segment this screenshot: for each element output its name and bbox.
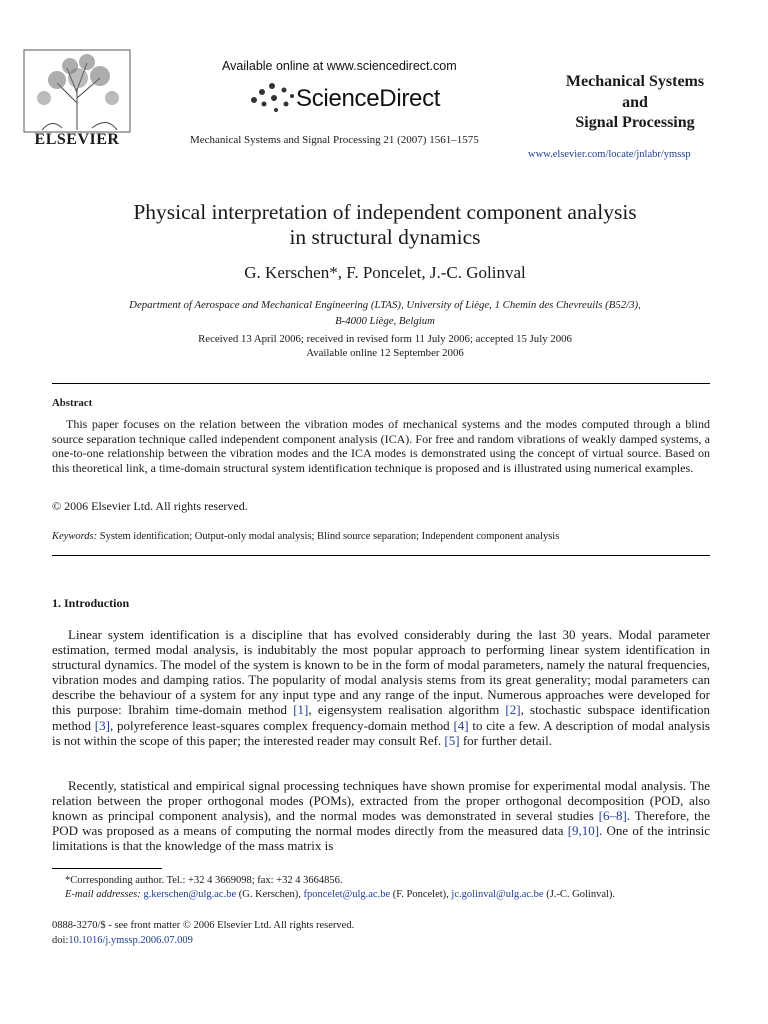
article-authors: G. Kerschen*, F. Poncelet, J.-C. Golinval <box>244 263 526 282</box>
citation-link[interactable]: [2] <box>505 702 521 718</box>
title-line: Physical interpretation of independent component analysis <box>133 200 637 224</box>
doi-label: doi: <box>52 935 69 946</box>
footnote-rule <box>52 868 162 869</box>
abstract-body: This paper focuses on the relation between the vibration modes of mechanical systems and the modes computed through a blind source separation technique called independent component analysis (ICA). For free and random vibrations of weakly damped systems, a one-to-one relationship between the vibration modes and the ICA modes is demonstrated using the concept of virtual source. Based on this theoretical link, a time-domain structural system identification technique is proposed and is illustrated using numerical examples. <box>52 417 710 475</box>
citation-link[interactable]: [1] <box>293 702 309 718</box>
date-line: Received 13 April 2006; received in revised form 11 July 2006; accepted 15 July 2006 <box>198 333 572 345</box>
journal-name-line: and <box>622 93 648 111</box>
available-online-text[interactable]: Available online at www.sciencedirect.com <box>222 59 457 73</box>
email-link[interactable]: g.kerschen@ulg.ac.be <box>143 889 237 900</box>
journal-name-line: Mechanical Systems <box>565 73 705 90</box>
text-run: , stochastic subspace identification method <box>52 702 710 733</box>
email-addresses <box>65 889 615 900</box>
citation-link[interactable]: [6–8] <box>598 808 627 824</box>
sciencedirect-brand: ScienceDirect <box>296 85 441 112</box>
abstract-top-rule <box>52 383 710 384</box>
keywords <box>52 531 710 542</box>
elsevier-tree-logo-icon <box>22 48 132 134</box>
text-run: to cite a few. A description of modal analysis is not within the scope of this paper; the interested reader may consult Ref. <box>52 717 710 748</box>
text-run: . One of the intrinsic limitations is that the knowledge of the mass matrix is <box>52 823 710 854</box>
citation-link[interactable]: [5] <box>444 732 460 748</box>
email-owner: (G. Kerschen), <box>236 889 304 900</box>
abstract-heading: Abstract <box>52 397 93 409</box>
affiliation-line: Department of Aerospace and Mechanical Engineering (LTAS), University of Liège, 1 Chemin des Chevreuils (B52/3), <box>129 299 641 311</box>
affiliation-line: B-4000 Liège, Belgium <box>335 315 435 327</box>
abstract-copyright: © 2006 Elsevier Ltd. All rights reserved. <box>52 499 248 513</box>
journal-name <box>545 72 725 134</box>
doi-line <box>52 935 193 946</box>
article-title <box>40 200 730 250</box>
text-run: Recently, statistical and empirical signal processing techniques have shown promise for experimental modal analysis. The relation between the proper orthogonal modes (POMs), extracted from the proper orthogonal decomposition (POD, also known as principal component analysis), and the normal modes was demonstrated in several studies <box>52 778 710 824</box>
journal-url-link[interactable]: www.elsevier.com/locate/jnlabr/ymssp <box>528 149 691 160</box>
title-line: in structural dynamics <box>289 225 481 249</box>
text-run: Linear system identification is a discipline that has evolved considerably during the last 30 years. Modal parameter estimation, termed modal analysis, is indubitably the most popular approach to performing linear system identification in structural dynamics. The model of the system is known to be in the form of modal parameters, namely the natural frequencies, vibration modes and damping ratios. The popularity of modal analysis stems from its great generality; modal parameters can describe the behaviour of a system for any input type and any range of the input. Numerous approaches were developed for this purpose: Ibrahim time-domain method <box>52 627 710 718</box>
text-run: , polyreference least-squares complex frequency-domain method <box>109 717 454 733</box>
email-link[interactable]: jc.golinval@ulg.ac.be <box>451 889 544 900</box>
keywords-label: Keywords: <box>52 531 98 542</box>
corresponding-author-note: *Corresponding author. Tel.: +32 4 3669098; fax: +32 4 3664856. <box>65 875 343 886</box>
journal-citation: Mechanical Systems and Signal Processing 21 (2007) 1561–1575 <box>190 134 479 146</box>
abstract-bottom-rule <box>52 555 710 556</box>
article-dates <box>60 333 710 360</box>
email-label: E-mail addresses: <box>65 889 141 900</box>
text-run: for further detail. <box>459 732 552 748</box>
email-owner: (F. Poncelet), <box>390 889 452 900</box>
email-owner: (J.-C. Golinval). <box>543 889 616 900</box>
citation-link[interactable]: [3] <box>94 717 110 733</box>
publisher-name: ELSEVIER <box>34 131 120 148</box>
date-line: Available online 12 September 2006 <box>306 346 464 359</box>
intro-paragraph-1 <box>52 627 710 748</box>
section-heading-introduction: 1. Introduction <box>52 596 130 610</box>
text-run: , eigensystem realisation algorithm <box>308 702 506 718</box>
intro-paragraph-2 <box>52 778 710 853</box>
citation-link[interactable]: [4] <box>453 717 469 733</box>
doi-link[interactable]: 10.1016/j.ymssp.2006.07.009 <box>68 935 193 946</box>
email-link[interactable]: fponcelet@ulg.ac.be <box>303 889 391 900</box>
citation-link[interactable]: [9,10] <box>567 823 600 839</box>
author-affiliation <box>60 297 710 329</box>
issn-line: 0888-3270/$ - see front matter © 2006 Elsevier Ltd. All rights reserved. <box>52 920 355 931</box>
text-run: . Therefore, the POD was proposed as a means of computing the normal modes directly from the measured data <box>52 808 710 839</box>
keywords-list: System identification; Output-only modal analysis; Blind source separation; Independent component analysis <box>97 531 560 542</box>
journal-name-line: Signal Processing <box>575 114 695 131</box>
